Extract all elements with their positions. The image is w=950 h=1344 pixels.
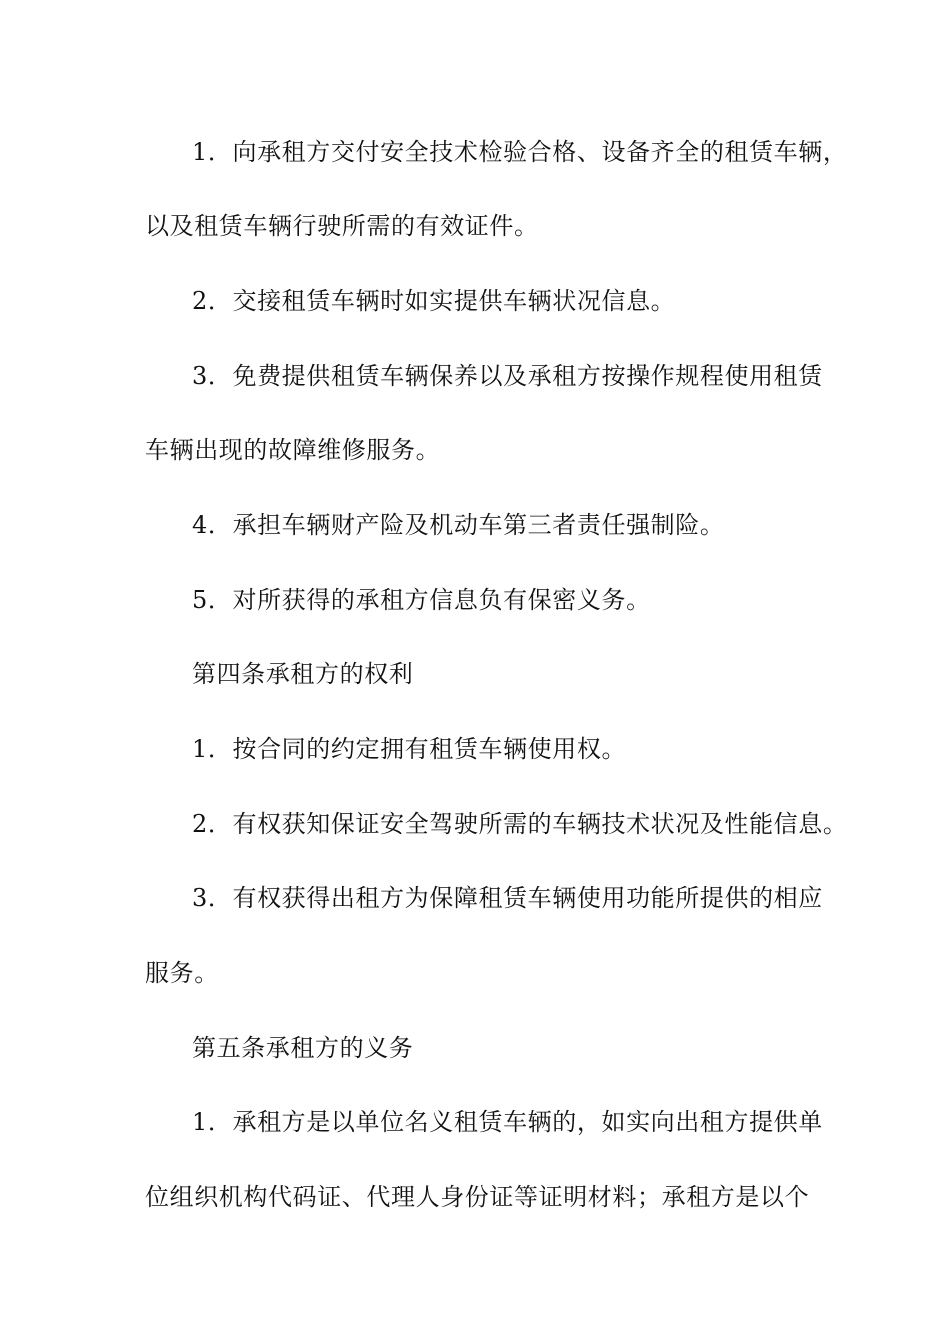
paragraph-line: 1．按合同的约定拥有租赁车辆使用权。 — [192, 735, 627, 763]
paragraph-line: 3．免费提供租赁车辆保养以及承租方按操作规程使用租赁 — [192, 362, 823, 390]
paragraph-line: 5．对所获得的承租方信息负有保密义务。 — [192, 586, 651, 614]
paragraph-line: 2．有权获知保证安全驾驶所需的车辆技术状况及性能信息。 — [192, 810, 848, 838]
paragraph-line: 1．承租方是以单位名义租赁车辆的，如实向出租方提供单 — [192, 1108, 823, 1136]
paragraph-line: 1．向承租方交付安全技术检验合格、设备齐全的租赁车辆， — [192, 138, 848, 166]
paragraph-line: 服务。 — [145, 959, 219, 987]
paragraph-line: 3．有权获得出租方为保障租赁车辆使用功能所提供的相应 — [192, 884, 823, 912]
section-heading: 第四条承租方的权利 — [192, 660, 414, 688]
paragraph-line: 4．承担车辆财产险及机动车第三者责任强制险。 — [192, 511, 725, 539]
paragraph-line: 2．交接租赁车辆时如实提供车辆状况信息。 — [192, 287, 676, 315]
paragraph-line: 位组织机构代码证、代理人身份证等证明材料；承租方是以个 — [145, 1183, 810, 1211]
section-heading: 第五条承租方的义务 — [192, 1034, 414, 1062]
paragraph-line: 车辆出现的故障维修服务。 — [145, 436, 441, 464]
paragraph-line: 以及租赁车辆行驶所需的有效证件。 — [145, 212, 539, 240]
